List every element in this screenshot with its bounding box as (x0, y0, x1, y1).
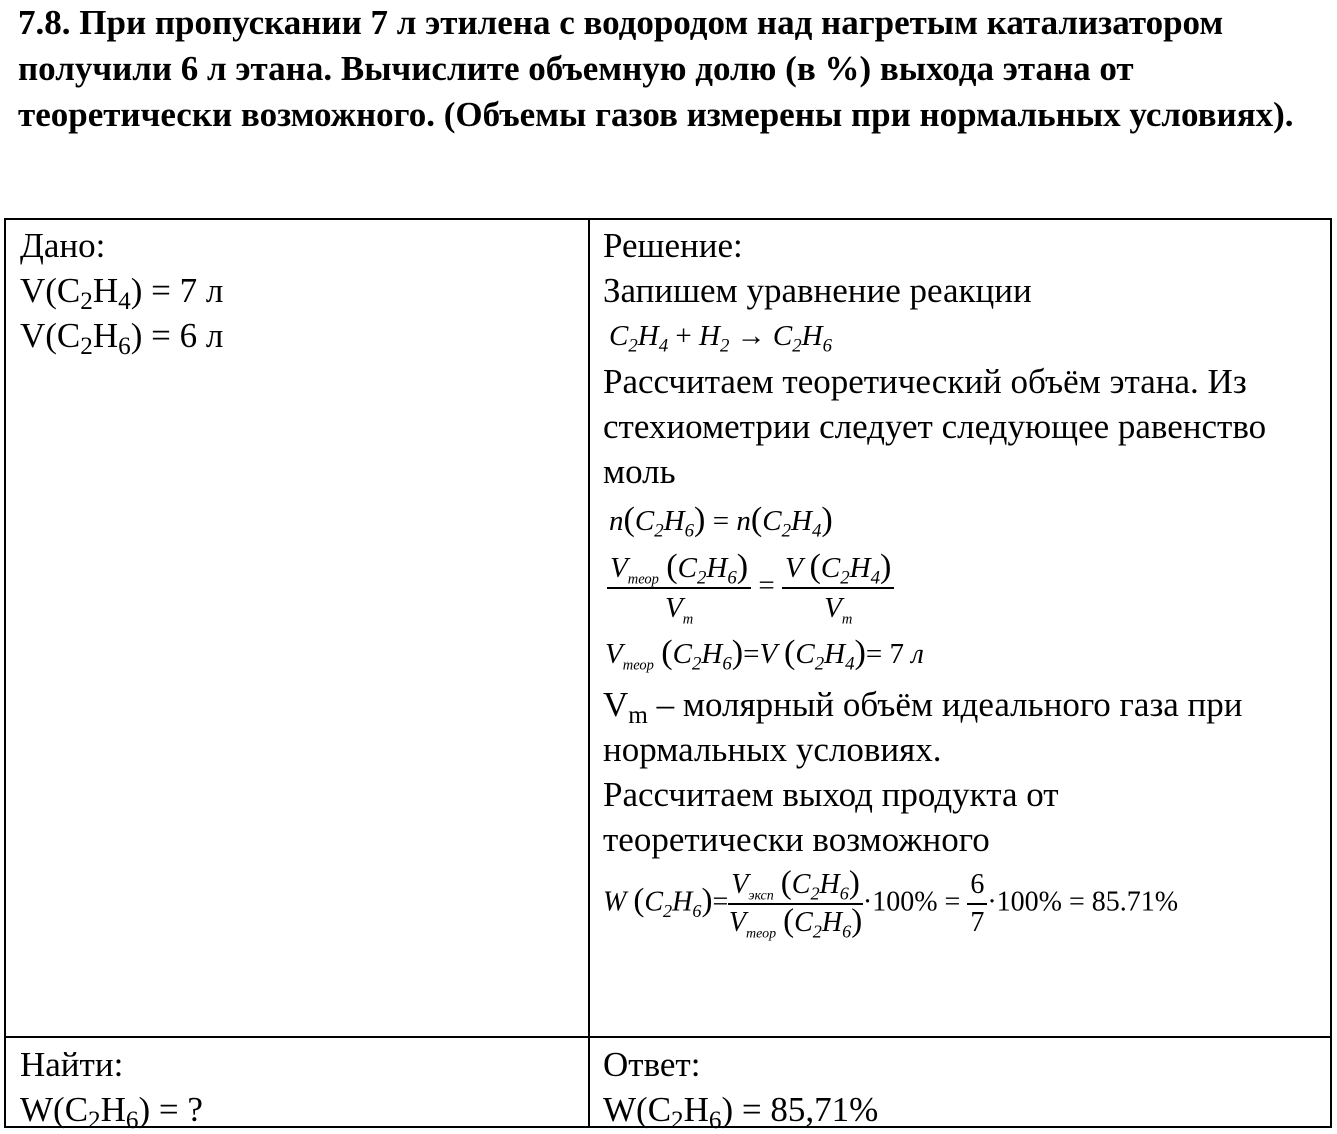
solution-heading: Решение: (603, 226, 743, 265)
find-cell (20, 1042, 203, 1132)
find-heading: Найти: (20, 1045, 124, 1084)
answer-line: $W(C_2H_6) = 85,71\%$ (603, 1090, 879, 1134)
problem-number: 7.8. (18, 3, 71, 42)
mole-equality-formula: $n(C_2H_6) = n(C_2H_4)$ (609, 501, 833, 542)
find-line: $W(C_2H_6)$ = ? (20, 1090, 203, 1134)
volume-ratio-formula: $\frac{V_{теор} (C_2H_6)}{V_m}$ = $\frac{V (C_2H_4)}{V_m}$ (603, 550, 1328, 626)
solution-step-theoretical-volume: Рассчитаем теоретический объём этана. Из стехиометрии следует следующее равенство моль (603, 362, 1267, 491)
given-line-ethane: $V(C_2H_6) = 6$ л (20, 316, 224, 361)
solution-table (4, 218, 1332, 1134)
column-divider (588, 220, 590, 1126)
solution-step-yield: Рассчитаем выход продукта от теоретически возможного (603, 775, 1059, 859)
problem-text: При пропускании 7 л этилена с водородом над нагретым катализатором получили 6 л этана. Вычислите объемную долю (в %) выхода этана от теоретически возможного. (Объемы газов измерены при нормальных условиях). (18, 3, 1294, 134)
given-cell (20, 223, 224, 361)
reaction-equation: $C_2H_4 + H_2 \to C_2H_6$ (609, 320, 833, 357)
molar-volume-definition: $V_m$ – молярный объём идеального газа при нормальных условиях. (603, 685, 1243, 769)
answer-heading: Ответ: (603, 1045, 701, 1084)
problem-statement (18, 0, 1318, 138)
answer-cell (603, 1042, 878, 1132)
given-line-ethylene: $V(C_2H_4) = 7$ л (20, 271, 224, 316)
yield-formula: W $(C_2H_6)=$ $\frac{V_{эксп} (C_2H_6)}{V_{теор} (C_2H_6)}$ ·100% = $\frac{6}{7}$ ·100% = 85.71% (603, 865, 1179, 942)
row-divider (6, 1036, 1330, 1038)
theoretical-volume-formula: $V_{теор}$ $(C_2H_6)=V$ $(C_2H_4)= 7$ л (605, 634, 924, 675)
solution-cell (603, 223, 1328, 940)
solution-step-equation-intro: Запишем уравнение реакции (603, 271, 1032, 310)
given-heading: Дано: (20, 226, 106, 265)
